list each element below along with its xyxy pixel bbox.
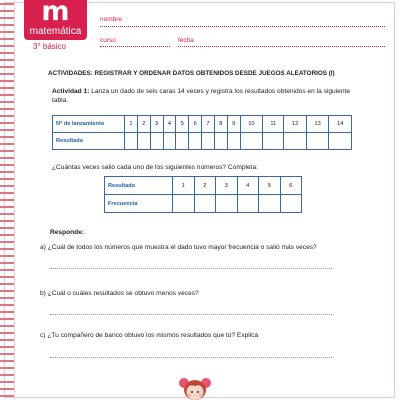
question-c: c) ¿Tu compañero de banco obtuvo los mismos resultados que tú? Explica [40, 332, 259, 339]
curso-label: curso [100, 37, 116, 44]
frequency-cell[interactable] [216, 195, 238, 213]
result-value: 2 [194, 177, 216, 195]
throw-number: 5 [176, 116, 189, 133]
result-cell[interactable] [137, 133, 150, 150]
curso-line[interactable] [100, 46, 170, 47]
result-value: 6 [280, 177, 302, 195]
result-cell[interactable] [202, 133, 215, 150]
throw-number: 8 [214, 116, 227, 133]
result-cell[interactable] [227, 133, 240, 150]
answer-line-c[interactable] [50, 357, 332, 358]
result-cell[interactable] [150, 133, 163, 150]
result-value: 3 [216, 177, 238, 195]
subject-logo [24, 0, 87, 40]
result-value: 5 [259, 177, 281, 195]
throw-number: 10 [240, 116, 263, 133]
responde-heading: Responde: [50, 229, 85, 236]
result-value: 1 [173, 177, 195, 195]
frequency-row-label: Frecuencia [105, 195, 173, 213]
result-cell[interactable] [263, 133, 284, 150]
throws-header-label: N° de lanzamiento [53, 116, 125, 133]
throw-number: 4 [163, 116, 176, 133]
throw-number: 2 [137, 116, 150, 133]
result-cell[interactable] [306, 133, 329, 150]
question-a: a) ¿Cuál de todos los números que muestra el dado tuvo mayor frecuencia o salió más veces? [40, 244, 317, 251]
frequency-cell[interactable] [237, 195, 259, 213]
nombre-label: nombre [100, 16, 123, 23]
fecha-line[interactable] [178, 46, 385, 47]
result-cell[interactable] [284, 133, 307, 150]
result-value: 4 [237, 177, 259, 195]
count-question: ¿Cuántas veces salió cada uno de los siguientes números? Completa: [52, 164, 258, 171]
result-row-label: Resultado [53, 133, 125, 150]
throw-number: 9 [227, 116, 240, 133]
result-cell[interactable] [176, 133, 189, 150]
frequency-table [104, 176, 302, 213]
activity-label: Actividad 1: [52, 88, 90, 95]
binding-edge-line [14, 0, 15, 400]
logo-word: matemática [29, 26, 82, 37]
throw-number: 14 [329, 116, 352, 133]
fecha-label: fecha [178, 37, 194, 44]
result-cell[interactable] [214, 133, 227, 150]
grade-label: 3° básico [33, 42, 66, 51]
activity-text: Lanza un dado de seis caras 14 veces y registra los resultados obtenidos en la siguiente tabla. [52, 88, 350, 104]
throw-number: 13 [306, 116, 329, 133]
throw-number: 3 [150, 116, 163, 133]
activity-instructions [52, 87, 352, 105]
throw-number: 7 [202, 116, 215, 133]
throws-table [52, 115, 352, 150]
frequency-cell[interactable] [280, 195, 302, 213]
throw-number: 6 [189, 116, 202, 133]
girl-illustration [178, 375, 212, 400]
result-cell[interactable] [189, 133, 202, 150]
answer-line-a[interactable] [50, 268, 332, 269]
throw-number: 11 [263, 116, 284, 133]
frequency-cell[interactable] [173, 195, 195, 213]
question-b: b) ¿Cuál o cuáles resultados se obtuvo menos veces? [40, 290, 199, 297]
logo-letter: m [41, 0, 70, 27]
throw-number: 1 [125, 116, 138, 133]
nombre-line[interactable] [100, 26, 385, 27]
frequency-header-label: Resultado [105, 177, 173, 195]
answer-line-b[interactable] [50, 314, 332, 315]
throw-number: 12 [284, 116, 307, 133]
result-cell[interactable] [329, 133, 352, 150]
result-cell[interactable] [125, 133, 138, 150]
result-cell[interactable] [163, 133, 176, 150]
frequency-cell[interactable] [259, 195, 281, 213]
frequency-cell[interactable] [194, 195, 216, 213]
result-cell[interactable] [240, 133, 263, 150]
activity-title: ACTIVIDADES: REGISTRAR Y ORDENAR DATOS OBTENIDOS DESDE JUEGOS ALEATORIOS (I) [48, 70, 335, 77]
